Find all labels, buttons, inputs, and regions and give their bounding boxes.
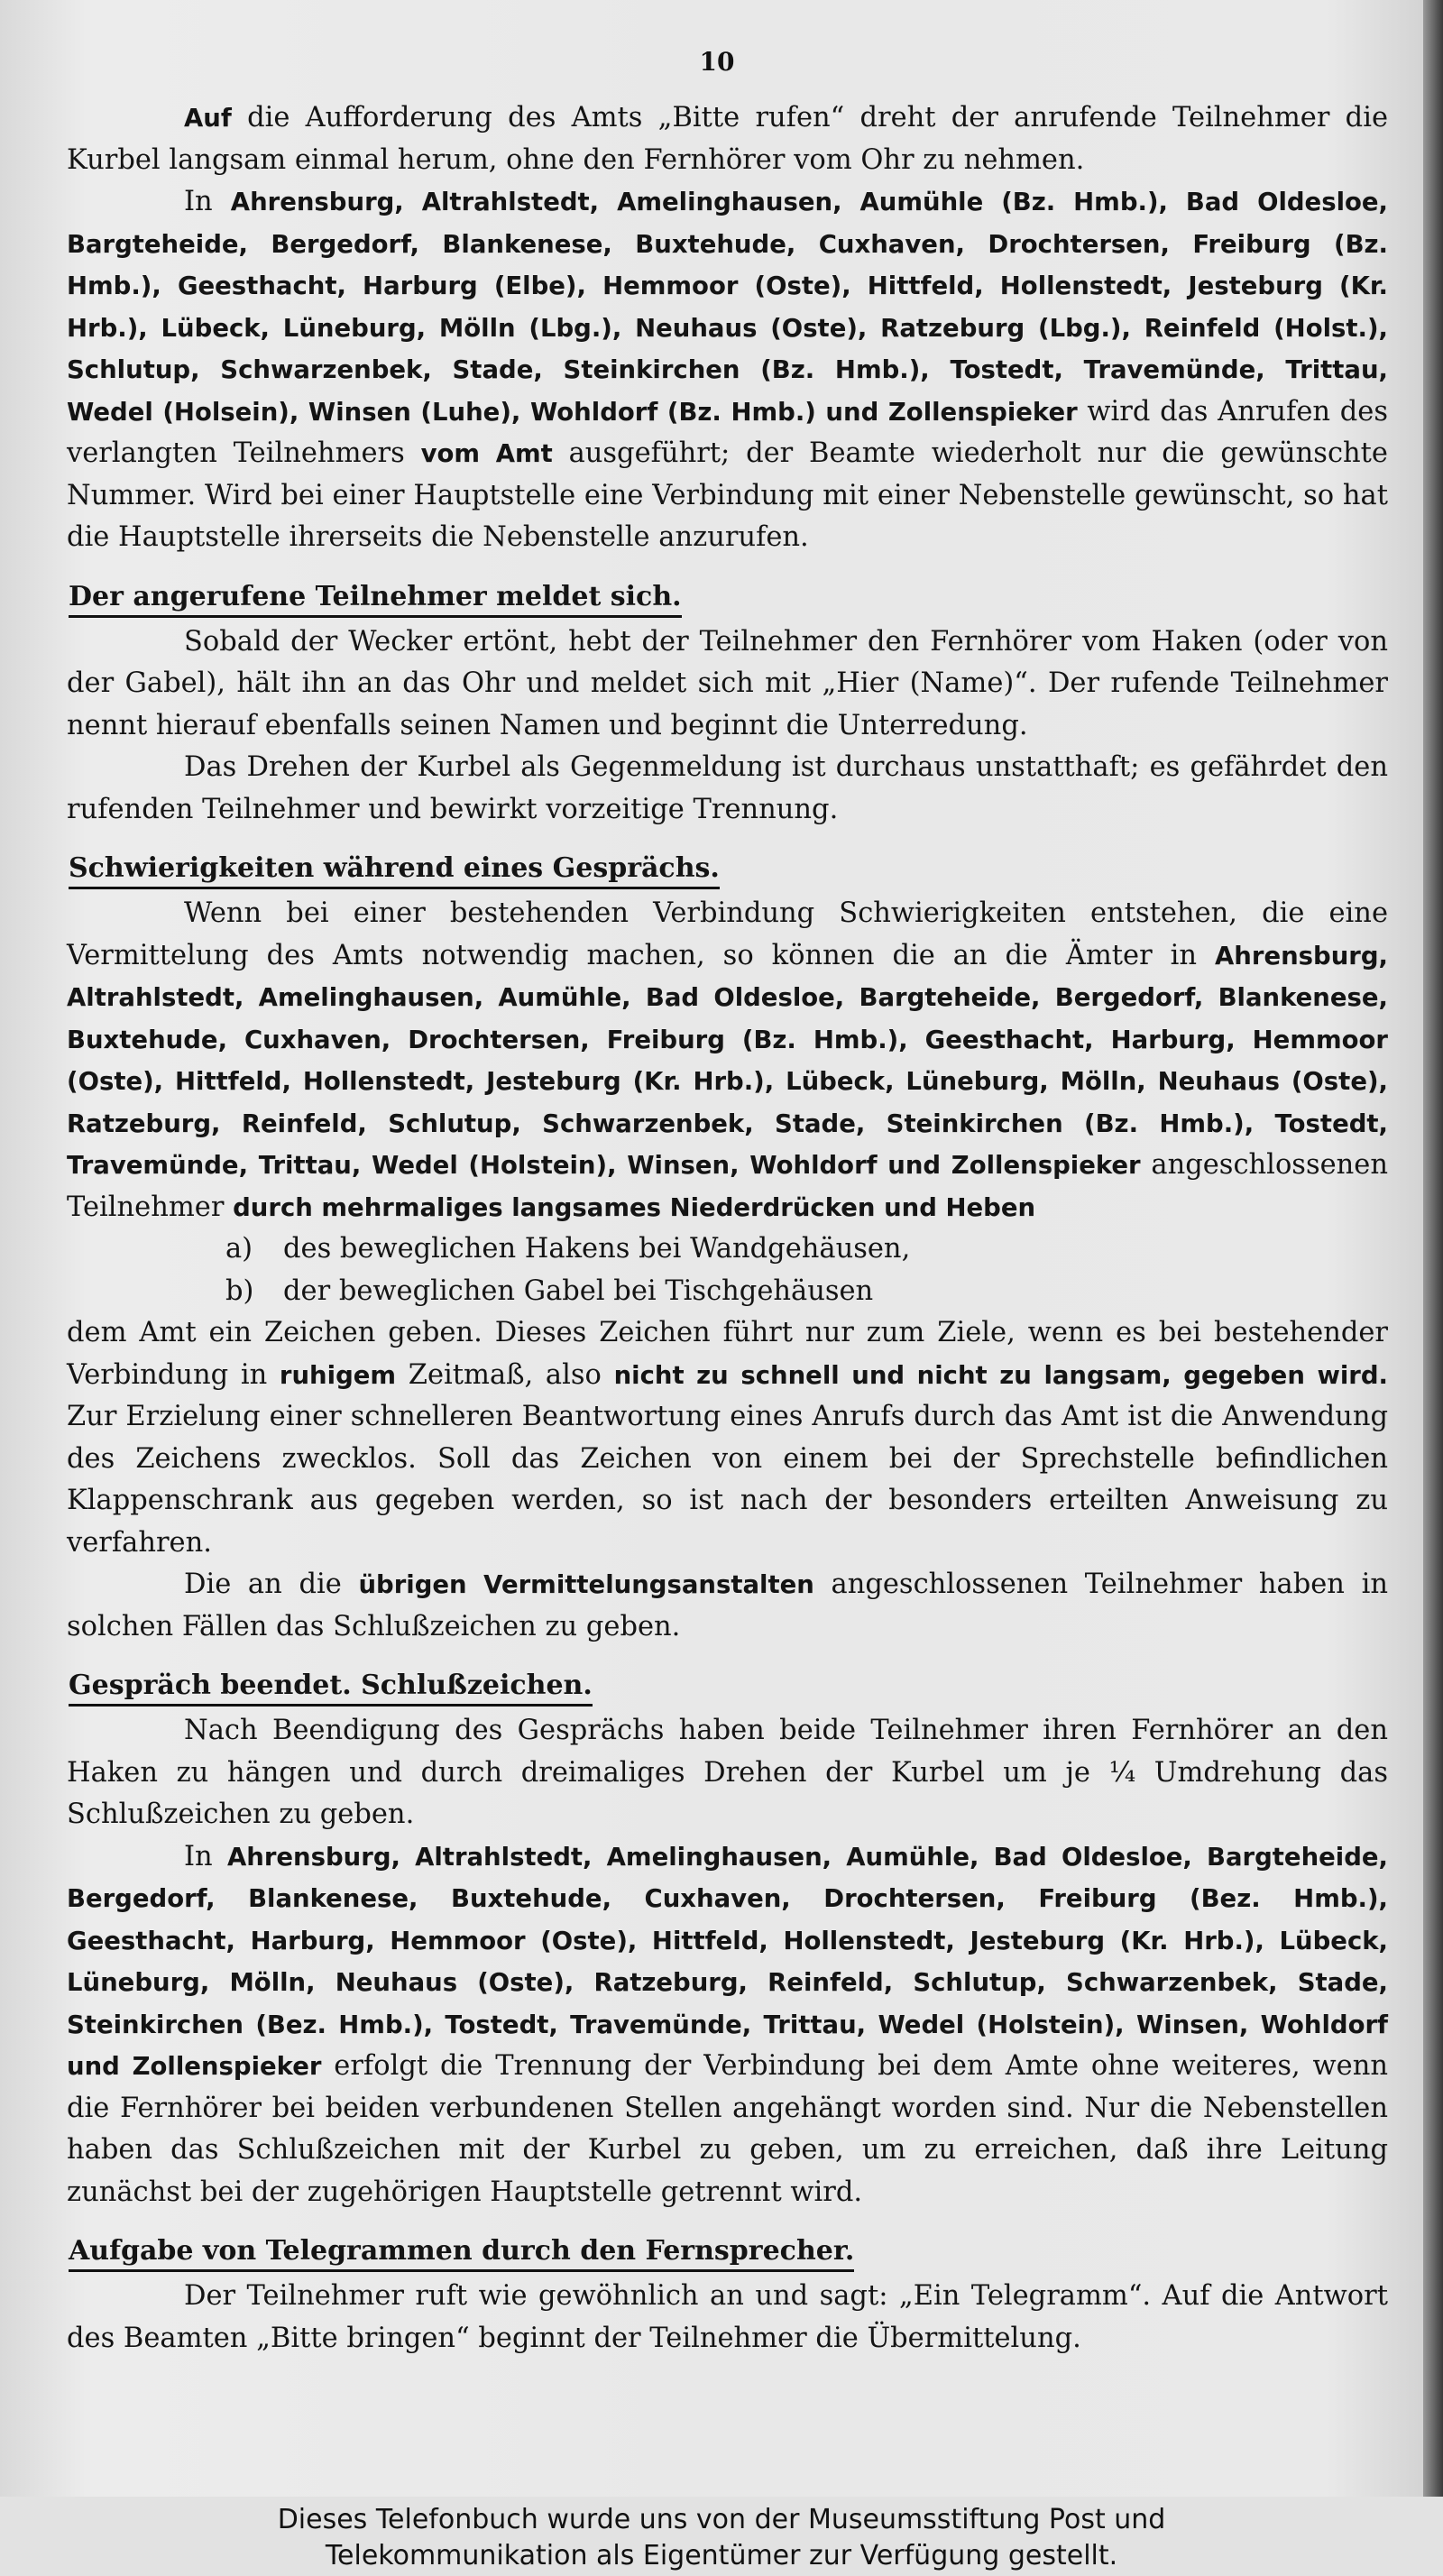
text: Die an die — [184, 1569, 359, 1600]
paragraph-difficulties — [67, 893, 1388, 1228]
paragraph-disconnect — [67, 1836, 1388, 2214]
list-item — [67, 1228, 1388, 1271]
text-bold: vom Amt — [420, 439, 553, 468]
list-text: des beweglichen Hakens bei Wandgehäusen, — [283, 1233, 911, 1265]
text-bold: durch mehrmaliges langsames Niederdrücken und Heben — [233, 1192, 1036, 1222]
list-text: der beweglichen Gabel bei Tischgehäusen — [283, 1274, 874, 1307]
text: erfolgt die Trennung der Verbindung bei dem Amte ohne weiteres, wenn die Fernhörer bei beiden verbundenen Stellen angehängt worden sind. Nur die Nebenstellen haben das Schlußzeichen mit der Kurbel zu geben, um zu erreichen, daß ihre Leitung zunächst bei der zugehörigen Hauptstelle getrennt wird. — [67, 2050, 1388, 2208]
text: In — [184, 1840, 227, 1872]
text-bold: Auf — [184, 104, 232, 133]
text-bold-place-list: Ahrensburg, Altrahlstedt, Amelinghausen, Aumühle (Bz. Hmb.), Bad Oldesloe, Bargteheide, Bergedorf, Blankenese, Buxtehude, Cuxhaven, Drochtersen, Freiburg (Bz. Hmb.), Geesthacht, Harburg (Elbe), Hemmoor (Oste), Hittfeld, Hollenstedt, Jesteburg (Kr. Hrb.), Lübeck, Lüneburg, Mölln (Lbg.), Neuhaus (Oste), Ratzeburg (Lbg.), Reinfeld (Holst.), Schlutup, Schwarzenbek, Stade, Steinkirchen (Bz. Hmb.), Tostedt, Travemünde, Trittau, Wedel (Holsein), Winsen (Luhe), Wohldorf (Bz. Hmb.) und Zollenspieker — [67, 188, 1388, 427]
text: wird das Anrufen des verlangten Teilnehmers — [67, 395, 1388, 469]
list-item — [67, 1271, 1388, 1313]
paragraph-hang-up: Nach Beendigung des Gesprächs haben beide Teilnehmer ihren Fernhörer an den Haken zu hängen und durch dreimaliges Drehen der Kurbel um je ¼ Umdrehung das Schlußzeichen zu geben. — [67, 1715, 1388, 1830]
text-bold: nicht zu schnell und nicht zu langsam, gegeben wird. — [613, 1360, 1388, 1390]
paragraph-signal — [67, 1312, 1388, 1564]
list-marker: b) — [225, 1274, 254, 1307]
paragraph-answer: Sobald der Wecker ertönt, hebt der Teilnehmer den Fernhörer vom Haken (oder von der Gabel), hält ihn an das Ohr und meldet sich mit „Hier (Name)“. Der rufende Teilnehmer nennt hierauf ebenfalls seinen Namen und beginnt die Unterredung. — [67, 625, 1388, 741]
paragraph-other-exchanges — [67, 1564, 1388, 1648]
text-bold: übrigen Vermittelungsanstalten — [358, 1570, 814, 1599]
section-heading-telegrams: Aufgabe von Telegrammen durch den Fernsprecher. — [69, 2233, 854, 2272]
list-marker: a) — [225, 1233, 253, 1265]
text: angeschlossenen Teilnehmer — [67, 1149, 1388, 1223]
paragraph-telegram: Der Teilnehmer ruft wie gewöhnlich an und sagt: „Ein Telegramm“. Auf die Antwort des Beamten „Bitte bringen“ beginnt der Teilnehmer die Übermittelung. — [67, 2280, 1388, 2354]
footer-line: Telekommunikation als Eigentümer zur Verfügung gestellt. — [325, 2540, 1118, 2571]
section-heading-answer: Der angerufene Teilnehmer meldet sich. — [69, 579, 682, 618]
section-heading-call-ended: Gespräch beendet. Schlußzeichen. — [69, 1668, 593, 1707]
text: Zeitmaß, also — [396, 1358, 614, 1391]
paragraph-exchange-list — [67, 181, 1388, 559]
paper-edge — [1423, 0, 1443, 2497]
section-heading-difficulties: Schwierigkeiten während eines Gesprächs. — [69, 851, 720, 889]
text: dem Amt ein Zeichen geben. Dieses Zeichen führt nur zum Ziele, wenn es bei bestehender Verbindung in — [67, 1317, 1388, 1391]
page-number: 10 — [699, 47, 735, 77]
text-bold-place-list: Ahrensburg, Altrahlstedt, Amelinghausen, Aumühle, Bad Oldesloe, Bargteheide, Bergedorf, Blankenese, Buxtehude, Cuxhaven, Drochtersen, Freiburg (Bz. Hmb.), Geesthacht, Harburg, Hemmoor (Oste), Hittfeld, Hollenstedt, Jesteburg (Kr. Hrb.), Lübeck, Lüneburg, Mölln, Neuhaus (Oste), Ratzeburg, Reinfeld, Schlutup, Schwarzenbek, Stade, Steinkirchen (Bz. Hmb.), Tostedt, Travemünde, Trittau, Wedel (Holstein), Winsen, Wohldorf und Zollenspieker — [67, 941, 1388, 1180]
paragraph-crank-warning: Das Drehen der Kurbel als Gegenmeldung ist durchaus unstatthaft; es gefährdet den rufenden Teilnehmer und bewirkt vorzeitige Trennung. — [67, 751, 1388, 825]
paragraph-call-request — [67, 97, 1388, 181]
text: Zur Erzielung einer schnelleren Beantwortung eines Anrufs durch das Amt ist die Anwendung des Zeichens zwecklos. Soll das Zeichen von einem bei der Sprechstelle befindlichen Klappenschrank aus gegeben werden, so ist nach der besonders erteilten Anweisung zu verfahren. — [67, 1401, 1388, 1559]
text-bold-place-list: Ahrensburg, Altrahlstedt, Amelinghausen, Aumühle, Bad Oldesloe, Bargteheide, Bergedorf, Blankenese, Buxtehude, Cuxhaven, Drochtersen, Freiburg (Bez. Hmb.), Geesthacht, Harburg, Hemmoor (Oste), Hittfeld, Hollenstedt, Jesteburg (Kr. Hrb.), Lübeck, Lüneburg, Mölln, Neuhaus (Oste), Ratzeburg, Reinfeld, Schlutup, Schwarzenbek, Stade, Steinkirchen (Bez. Hmb.), Tostedt, Travemünde, Trittau, Wedel (Holstein), Winsen, Wohldorf und Zollenspieker — [67, 1842, 1389, 2081]
text: angeschlossenen Teilnehmer haben in solchen Fällen das Schlußzeichen zu geben. — [67, 1569, 1389, 1642]
text: die Aufforderung des Amts „Bitte rufen“ dreht der anrufende Teilnehmer die Kurbel langsam einmal herum, ohne den Fernhörer vom Ohr zu nehmen. — [67, 102, 1388, 176]
text-bold: ruhigem — [279, 1360, 397, 1390]
text: In — [184, 186, 231, 217]
footer-line: Dieses Telefonbuch wurde uns von der Museumsstiftung Post und — [277, 2504, 1166, 2535]
text: ausgeführt; der Beamte wiederholt nur die gewünschte Nummer. Wird bei einer Hauptstelle eine Verbindung mit einer Nebenstelle gewünscht, so hat die Hauptstelle ihrerseits die Nebenstelle anzurufen. — [67, 437, 1388, 553]
page-body — [67, 97, 1388, 2360]
text: Wenn bei einer bestehenden Verbindung Schwierigkeiten entstehen, die eine Vermittelung des Amts notwendig machen, so können die an die Ämter in — [67, 897, 1388, 971]
archive-footer — [0, 2497, 1443, 2576]
